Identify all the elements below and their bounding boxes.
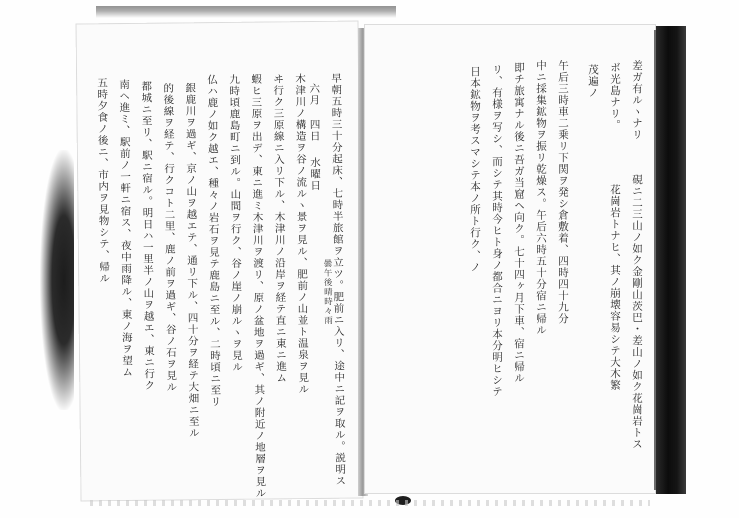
right-column-5: 茂遍ノ bbox=[587, 64, 599, 99]
left-column-3: ヰ行ク三原線ニ入リ下ル、木津川ノ沿岸ヲ経テ直ニ東ニ進ム bbox=[272, 73, 288, 384]
left-column-11: 五時夕食ノ後ニ、市内ヲ見物シテ、帰ル bbox=[96, 77, 111, 285]
left-column-8: 的後線ヲ経テ、行クコト二里、鹿ノ前ヲ過ギ、谷ノ石ヲ見ル bbox=[162, 82, 178, 394]
right-column-1: 差ガ有ルヽナリ bbox=[631, 60, 643, 141]
right-column-2: ボ光島ナリ。 bbox=[609, 62, 621, 131]
entry-date: 六月 四日 bbox=[308, 82, 321, 143]
right-column-10: 日本鉱物ヲ考スマシテ本ノ所ト行ク、ノ bbox=[469, 66, 481, 273]
right-column-8: 即チ旅寓ナル後ニ吾ガ当窟ヘ向ク。七十四ヶ月下車、宿ニ帰ル bbox=[513, 62, 525, 384]
scan-top-shadow bbox=[96, 6, 396, 18]
left-column-1: 早朝五時三十分起床、七時半旅館ヲ立ツ。肥前ニ入リ、途中ニ記ヲ取ル。説明ス bbox=[330, 72, 347, 487]
right-column-4: 花崗岩トナヒ、其ノ崩壊容易シテ大木繁 bbox=[609, 184, 621, 391]
right-column-6: 午后三時車二乗リ下関ヲ発シ倉敷着、四時四十九分 bbox=[557, 60, 569, 325]
right-column-3: 硯ニ二三山ノ如ク金剛山茨巴・差山ノ如ク花崗岩トス bbox=[631, 174, 643, 450]
right-page bbox=[364, 24, 656, 494]
left-column-6: 仏ハ鹿ノ如ク越エ、種々ノ岩石ヲ見テ鹿島ニ至ル、二時頃ニ至リ bbox=[206, 74, 222, 408]
right-column-9: リ、有様ヲ写シ、而シテ其時今ヒト身ノ都合ニヨリ本分明ヒシテ bbox=[491, 64, 503, 398]
left-column-2: 木津川ノ構造ヲ谷ノ流ルヽ景ヲ見ル、肥前ノ山並ト温泉ヲ見ル bbox=[294, 73, 310, 396]
right-column-7: 中ニ採集鉱物ヲ振リ乾燥ス。午后六時五十分宿ニ帰ル bbox=[535, 60, 547, 336]
left-column-10: 南ヘ進ミ、駅前ノ一軒ニ宿ス、夜中雨降ル、東ノ海ヲ望ム bbox=[118, 78, 134, 379]
left-column-4: 蝦ヒ三原ヲ出デ、東ニ進ミ木津川ヲ渡リ、原ノ盆地ヲ過ギ、其ノ附近ノ地層ヲ見ル bbox=[250, 73, 267, 500]
scan-left-shadow bbox=[40, 150, 74, 410]
book-spine-shadow bbox=[656, 26, 686, 494]
left-column-9: 都城ニ至リ、駅ニ宿ル。明日ハ一里半ノ山ヲ越エ、東ニ行ク bbox=[140, 80, 156, 392]
entry-weather: 曇午後晴時々雨 bbox=[321, 258, 333, 326]
left-page bbox=[76, 21, 364, 502]
entry-weekday: 水曜日 bbox=[308, 156, 322, 192]
left-column-7: 銀鹿川ヲ過ギ、京ノ山ヲ越エテ、通リ下ル、四十分ヲ経テ大畑ニ至ル bbox=[184, 82, 200, 439]
left-column-5: 九時頃鹿島町ニ到ル。山間ヲ行ク、谷ノ崖ノ崩ルヽヲ見ル bbox=[228, 73, 244, 373]
scan-bottom-noise bbox=[90, 500, 650, 506]
